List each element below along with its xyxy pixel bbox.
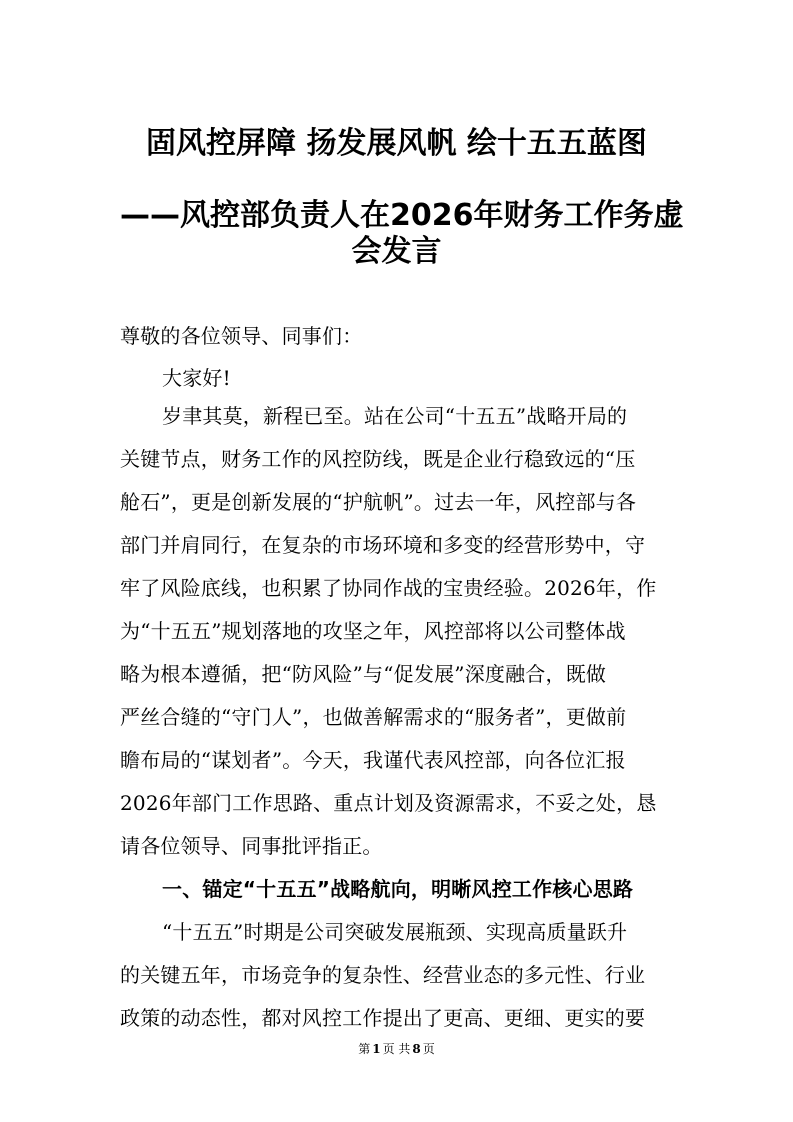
- paragraph-line: 牢了风险底线，也积累了协同作战的宝贵经验。2026年，作: [120, 576, 657, 600]
- page-footer: [0, 1041, 793, 1057]
- paragraph-line: 为“十五五”规划落地的攻坚之年，风控部将以公司整体战: [120, 619, 626, 643]
- greeting: 大家好!: [162, 366, 231, 390]
- paragraph-line: 政策的动态性，都对风控工作提出了更高、更细、更实的要: [120, 1006, 646, 1030]
- title-line-2: ——风控部负责人在2026年财务工作务虚: [120, 198, 684, 233]
- paragraph-line: 瞻布局的“谋划者”。今天，我谨代表风控部，向各位汇报: [120, 748, 626, 772]
- paragraph-line: 的关键五年，市场竞争的复杂性、经营业态的多元性、行业: [120, 963, 646, 987]
- section-heading: 一、锚定“十五五”战略航向，明晰风控工作核心思路: [162, 877, 634, 901]
- footer-prefix: 第: [358, 1042, 371, 1056]
- paragraph-line: 严丝合缝的“守门人”，也做善解需求的“服务者”，更做前: [120, 705, 627, 729]
- salutation: 尊敬的各位领导、同事们：: [120, 324, 363, 348]
- paragraph-line: 部门并肩同行，在复杂的市场环境和多变的经营形势中，守: [120, 533, 646, 557]
- footer-suffix: 页: [422, 1042, 435, 1056]
- title-line-1: 固风控屏障 扬发展风帆 绘十五五蓝图: [146, 126, 647, 161]
- title-line-3: 会发言: [351, 234, 442, 269]
- paragraph-line: 略为根本遵循，把“防风险”与“促发展”深度融合，既做: [120, 662, 607, 686]
- total-page-count: 8: [412, 1042, 421, 1056]
- paragraph-line: 岁聿其莫，新程已至。站在公司“十五五”战略开局的: [162, 404, 628, 428]
- paragraph-line: 舱石”，更是创新发展的“护航帆”。过去一年，风控部与各: [120, 490, 637, 514]
- footer-mid: 页 共: [382, 1042, 411, 1056]
- current-page-number: 1: [372, 1042, 381, 1056]
- paragraph-line: 关键节点，财务工作的风控防线，既是企业行稳致远的“压: [120, 447, 636, 471]
- paragraph-line: “十五五”时期是公司突破发展瓶颈、实现高质量跃升: [162, 920, 628, 944]
- paragraph-line: 请各位领导、同事批评指正。: [120, 834, 383, 858]
- paragraph-line: 2026年部门工作思路、重点计划及资源需求，不妥之处，恳: [120, 791, 657, 815]
